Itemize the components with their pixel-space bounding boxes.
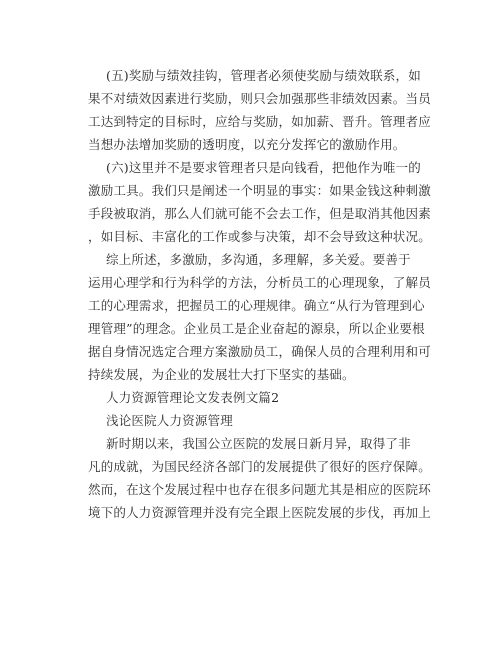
paragraph-line: 果不对绩效因素进行奖励，则只会加强那些非绩效因素。当员 bbox=[88, 91, 431, 106]
paragraph-line: 据自身情况选定合理方案激励员工，确保人员的合理利用和可 bbox=[88, 344, 431, 359]
paragraph-line: 持续发展，为企业的发展壮大打下坚实的基础。 bbox=[88, 367, 355, 382]
paragraph-line: 工达到特定的目标时，应给与奖励，如加薪、晋升。管理者应 bbox=[88, 114, 431, 129]
document-body bbox=[88, 64, 431, 524]
paragraph-line: 理管理”的理念。企业员工是企业奋起的源泉，所以企业要根 bbox=[88, 321, 425, 336]
paragraph-line: 凡的成就，为国民经济各部门的发展提供了很好的医疗保障。 bbox=[88, 459, 431, 474]
article-heading: 人力资源管理论文发表例文篇2 bbox=[106, 390, 280, 405]
paragraph-line: 综上所述，多激励，多沟通，多理解，多关爱。要善于 bbox=[106, 252, 411, 267]
article-subtitle: 浅论医院人力资源管理 bbox=[106, 413, 234, 428]
paragraph-line: ，如目标、丰富化的工作或参与决策，却不会导致这种状况。 bbox=[88, 229, 431, 244]
paragraph-line: 工的心理需求，把握员工的心理规律。确立“从行为管理到心 bbox=[88, 298, 425, 313]
paragraph-line: (六)这里并不是要求管理者只是向钱看，把他作为唯一的 bbox=[106, 160, 421, 175]
paragraph-line: 当想办法增加奖励的透明度，以充分发挥它的激励作用。 bbox=[88, 137, 406, 152]
paragraph-line: 激励工具。我们只是阐述一个明显的事实：如果金钱这种刺激 bbox=[88, 183, 431, 198]
paragraph-line: (五)奖励与绩效挂钩，管理者必须使奖励与绩效联系，如 bbox=[106, 68, 421, 83]
paragraph-line: 然而，在这个发展过程中也存在很多问题尤其是相应的医院环 bbox=[88, 482, 431, 497]
paragraph-line: 境下的人力资源管理并没有完全跟上医院发展的步伐，再加上 bbox=[88, 505, 431, 520]
paragraph-line: 新时期以来，我国公立医院的发展日新月异，取得了非 bbox=[106, 436, 411, 451]
paragraph-line: 运用心理学和行为科学的方法，分析员工的心理现象，了解员 bbox=[88, 275, 431, 290]
paragraph-line: 手段被取消，那么人们就可能不会去工作，但是取消其他因素 bbox=[88, 206, 431, 221]
